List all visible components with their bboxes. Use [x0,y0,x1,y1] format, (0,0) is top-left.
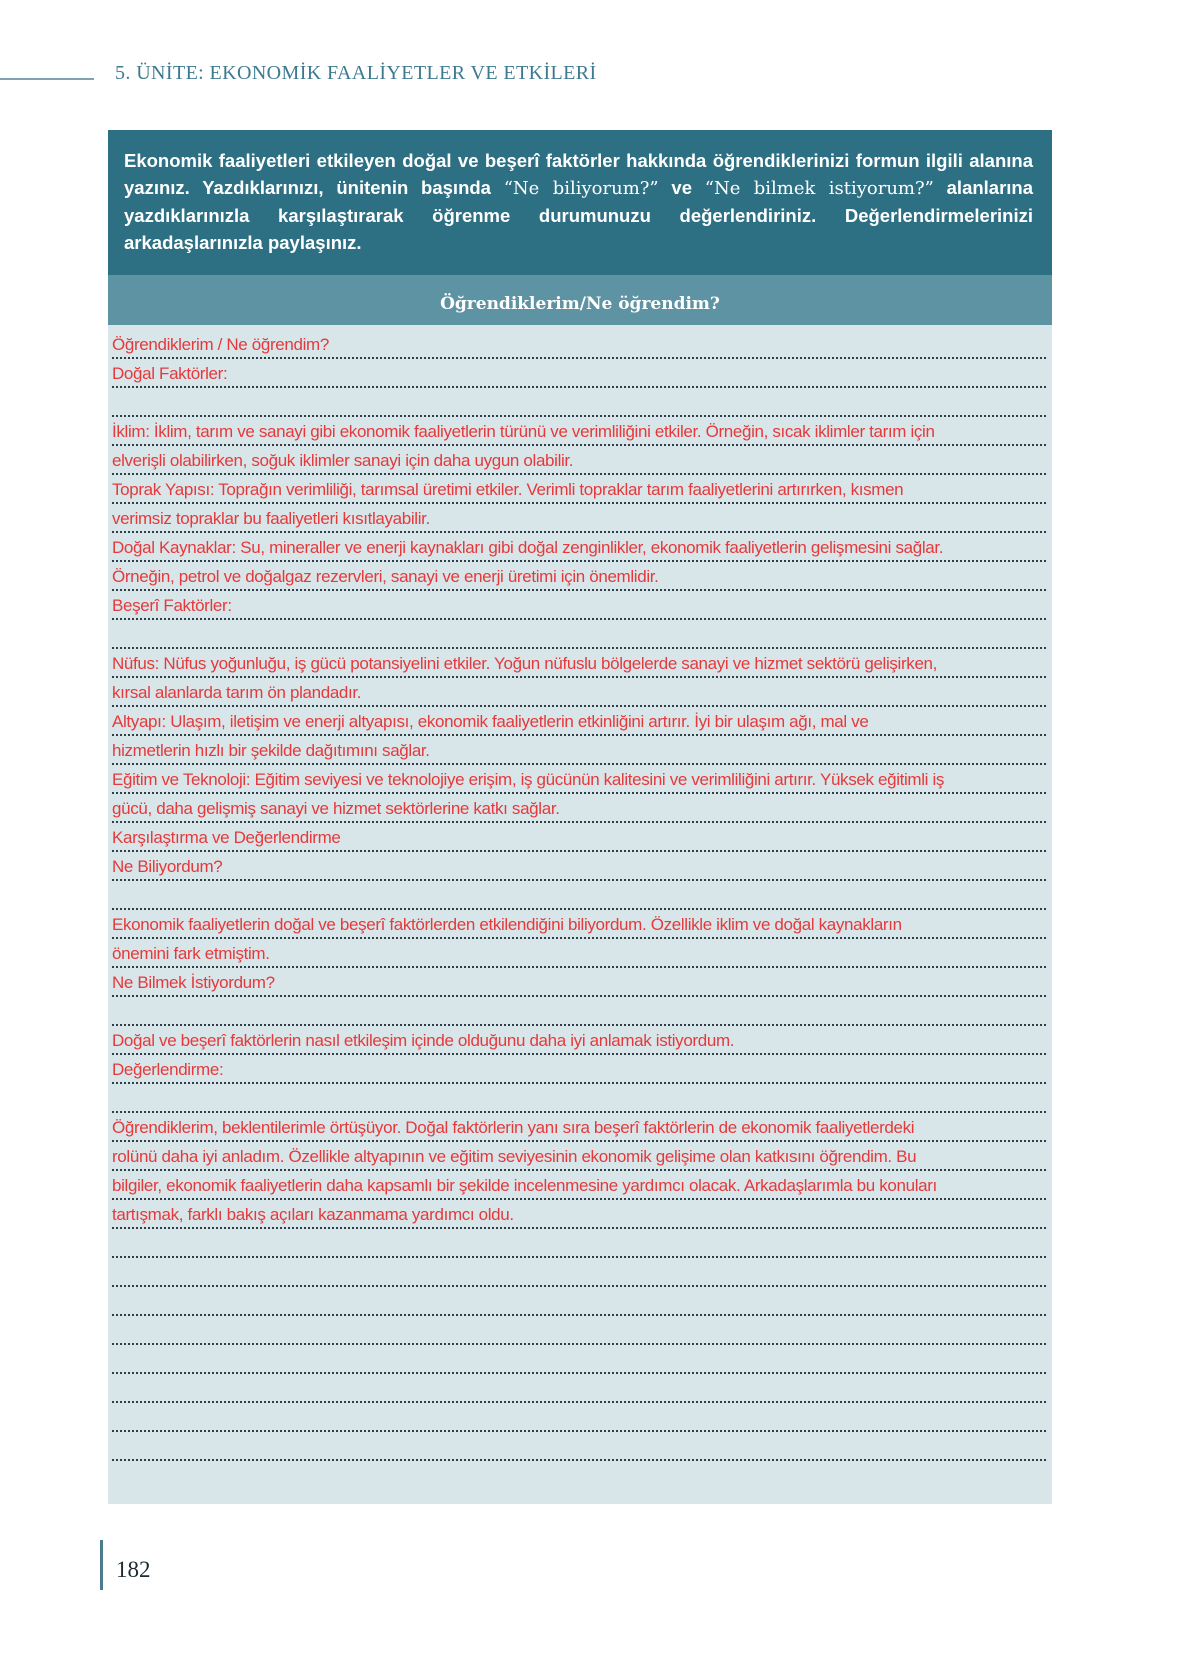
form-line [112,765,1046,794]
form-title-band [108,275,1052,325]
form-title: Öğrendiklerim/Ne öğrendim? [440,294,720,314]
instruction-quote-ne-biliyorum: “Ne biliyorum?” [503,178,659,199]
form-line-text: önemini fark etmiştim. [112,944,270,963]
form-line [112,649,1046,678]
form-line [112,794,1046,823]
instruction-quote-ne-bilmek-istiyorum: “Ne bilmek istiyorum?” [704,178,934,199]
form-line [112,417,1046,446]
form-line [112,678,1046,707]
form-line-text: tartışmak, farklı bakış açıları kazanmama yardımcı oldu. [112,1205,514,1224]
form-line [112,1316,1046,1345]
form-line-text: Toprak Yapısı: Toprağın verimliliği, tarımsal üretimi etkiler. Verimli topraklar tarım faaliyetlerini artırırken, kısmen [112,480,904,499]
form-line [112,591,1046,620]
form-line [112,939,1046,968]
form-line [112,852,1046,881]
form-line-text: kırsal alanlarda tarım ön plandadır. [112,683,362,702]
form-line [112,330,1046,359]
form-line [112,823,1046,852]
form-line [112,1403,1046,1432]
form-line [112,968,1046,997]
form-line [112,562,1046,591]
form-line [112,1026,1046,1055]
form-line-text: Karşılaştırma ve Değerlendirme [112,828,341,847]
form-line-text: Öğrendiklerim, beklentilerimle örtüşüyor. Doğal faktörlerin yanı sıra beşerî faktörlerin de ekonomik faaliyetlerdeki [112,1118,915,1137]
form-line-text: Ekonomik faaliyetlerin doğal ve beşerî faktörlerden etkilendiğini biliyordum. Özellikle iklim ve doğal kaynakların [112,915,902,934]
form-line [112,620,1046,649]
form-column [108,130,1052,1504]
instruction-box [108,130,1052,275]
form-line [112,359,1046,388]
form-line [112,1171,1046,1200]
form-line-text: Beşerî Faktörler: [112,596,232,615]
instruction-text-2: ve [658,177,705,198]
form-line-text: Öğrendiklerim / Ne öğrendim? [112,335,329,354]
unit-title: 5. ÜNİTE: EKONOMİK FAALİYETLER VE ETKİLERİ [115,62,597,84]
form-line-text: hizmetlerin hızlı bir şekilde dağıtımını sağlar. [112,741,430,760]
form-line [112,1142,1046,1171]
instruction-text-1: Ekonomik faaliyetleri etkileyen doğal ve beşerî faktörler hakkında öğrendiklerinizi formun ilgili alanına yazınız. Yazdıklarınızı, ünitenin başında [124,150,1033,198]
form-line-text: verimsiz topraklar bu faaliyetleri kısıtlayabilir. [112,509,430,528]
form-line-text: Doğal Kaynaklar: Su, mineraller ve enerji kaynakları gibi doğal zenginlikler, ekonomik faaliyetlerin gelişmesini sağlar. [112,538,944,557]
page-footer [100,1540,151,1590]
form-line [112,388,1046,417]
form-line-text: Ne Bilmek İstiyordum? [112,973,275,992]
form-line [112,1287,1046,1316]
header-rule [0,78,94,80]
page-number: 182 [116,1557,151,1582]
form-line [112,504,1046,533]
form-line-text: rolünü daha iyi anladım. Özellikle altyapının ve eğitim seviyesinin ekonomik gelişime olan katkısını öğrendim. Bu [112,1147,917,1166]
form-line-text: bilgiler, ekonomik faaliyetlerin daha kapsamlı bir şekilde incelenmesine yardımcı olacak. Arkadaşlarımla bu konuları [112,1176,937,1195]
unit-header [0,62,1187,85]
form-line-text: İklim: İklim, tarım ve sanayi gibi ekonomik faaliyetlerin türünü ve verimliliğini etkiler. Örneğin, sıcak iklimler tarım için [112,422,935,441]
form-line-text: Doğal Faktörler: [112,364,228,383]
form-line-text: Değerlendirme: [112,1060,224,1079]
footer-bar [100,1540,103,1590]
form-line [112,1113,1046,1142]
form-line [112,533,1046,562]
form-line [112,881,1046,910]
form-line [112,1084,1046,1113]
form-line [112,1258,1046,1287]
form-line-text: Doğal ve beşerî faktörlerin nasıl etkileşim içinde olduğunu daha iyi anlamak istiyordum. [112,1031,735,1050]
form-line-text: elverişli olabilirken, soğuk iklimler sanayi için daha uygun olabilir. [112,451,574,470]
form-line-text: Ne Biliyordum? [112,857,223,876]
form-line [112,475,1046,504]
answer-area [108,325,1052,1504]
form-line [112,707,1046,736]
form-line [112,997,1046,1026]
form-line [112,1200,1046,1229]
form-line [112,1229,1046,1258]
form-line-text: Örneğin, petrol ve doğalgaz rezervleri, sanayi ve enerji üretimi için önemlidir. [112,567,659,586]
form-line [112,1055,1046,1084]
form-line-text: Nüfus: Nüfus yoğunluğu, iş gücü potansiyelini etkiler. Yoğun nüfuslu bölgelerde sanayi ve hizmet sektörü gelişirken, [112,654,938,673]
form-line [112,446,1046,475]
form-line [112,1374,1046,1403]
form-line [112,1432,1046,1461]
form-line [112,910,1046,939]
form-line-text: Eğitim ve Teknoloji: Eğitim seviyesi ve teknolojiye erişim, iş gücünün kalitesini ve verimliliğini artırır. Yüksek eğitimli iş [112,770,945,789]
form-line-text: Altyapı: Ulaşım, iletişim ve enerji altyapısı, ekonomik faaliyetlerin etkinliğini artırır. İyi bir ulaşım ağı, mal ve [112,712,869,731]
form-line-text: gücü, daha gelişmiş sanayi ve hizmet sektörlerine katkı sağlar. [112,799,560,818]
form-line [112,1345,1046,1374]
instruction-text-3: alanlarına yazdıklarınızla karşılaştırarak öğrenme durumunuzu değerlendiriniz. Değerlendirmelerinizi arkadaşlarınızla paylaşınız. [124,177,1034,253]
form-line [112,736,1046,765]
